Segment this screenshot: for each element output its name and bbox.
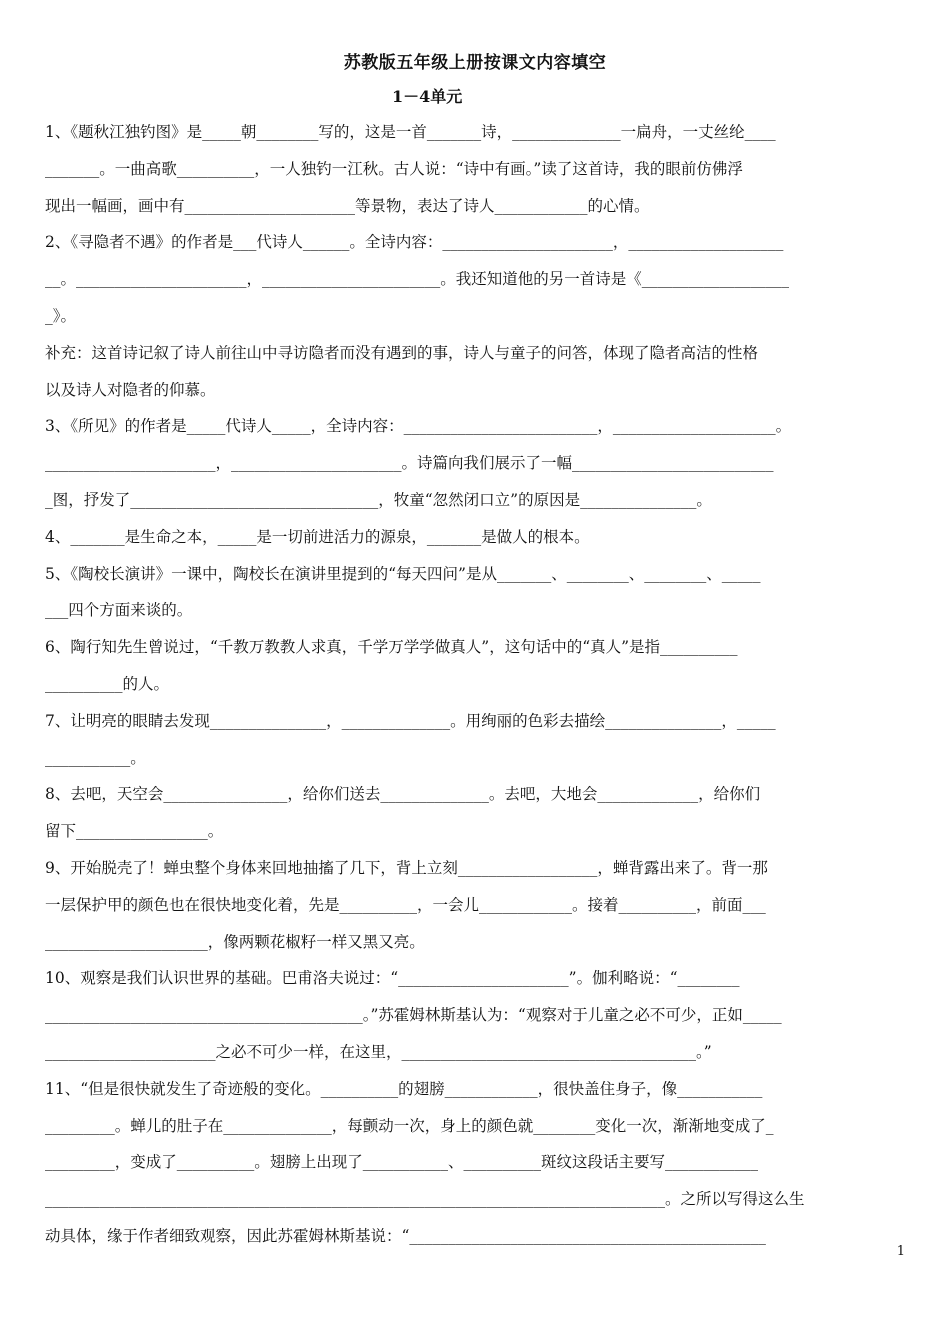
text-line: __________的人。 <box>45 674 170 693</box>
document-title: 苏教版五年级上册按课文内容填空 <box>343 53 607 73</box>
text-line: 5、《陶校长演讲》一课中，陶校长在演讲里提到的“每天四问”是从_______、________、________、_____ <box>45 564 761 583</box>
text-line: 9、开始脱壳了！蝉虫整个身体来回地抽搐了几下，背上立刻__________________，蝉背露出来了。背一那 <box>45 858 768 877</box>
text-line: 4、_______是生命之本，_____是一切前进活力的源泉，_______是做人的根本。 <box>45 527 590 546</box>
text-line: ______________________，______________________。诗篇向我们展示了一幅__________________________ <box>45 454 774 473</box>
text-line: 10、观察是我们认识世界的基础。巴甫洛夫说过：“______________________”。伽利略说：“________ <box>45 969 740 988</box>
document-body <box>45 114 907 1255</box>
document-subtitle: 1－4单元 <box>392 87 463 106</box>
text-line: _________，变成了__________。翅膀上出现了___________、__________斑纹这段话主要写____________ <box>45 1153 759 1172</box>
text-line: _____________________，像两颗花椒籽一样又黑又亮。 <box>45 932 425 951</box>
text-line: 7、让明亮的眼睛去发现_______________，______________。用绚丽的色彩去描绘_______________，_____ <box>45 711 776 730</box>
text-line: ________________________________________________________________________________。之所以写得这么生 <box>45 1190 805 1209</box>
text-line: _________________________________________。”苏霍姆林斯基认为：“观察对于儿童之必不可少，正如_____ <box>45 1006 782 1025</box>
text-line: 3、《所见》的作者是_____代诗人_____，全诗内容：_________________________，_____________________。 <box>45 417 792 436</box>
text-line: _图，抒发了________________________________，牧童“忽然闭口立”的原因是_______________。 <box>45 490 712 509</box>
text-line: 补充：这首诗记叙了诗人前往山中寻访隐者而没有遇到的事，诗人与童子的问答，体现了隐者高洁的性格 <box>45 343 759 362</box>
text-line: 以及诗人对隐者的仰慕。 <box>45 380 216 399</box>
text-line: 留下_________________。 <box>45 822 224 841</box>
text-line: 1、《题秋江独钓图》是_____朝________写的，这是一首_______诗，______________一扁舟，一丈丝纶____ <box>45 123 776 141</box>
text-line: ______________________之必不可少一样，在这里，______________________________________。” <box>45 1042 712 1061</box>
text-line: _______。一曲高歌__________，一人独钓一江秋。古人说：“诗中有画。”读了这首诗，我的眼前仿佛浮 <box>45 159 743 178</box>
text-line: 动具体，缘于作者细致观察，因此苏霍姆林斯基说：“______________________________________________ <box>45 1226 766 1245</box>
text-line: 8、去吧，天空会________________，给你们送去______________。去吧，大地会_____________，给你们 <box>45 785 761 804</box>
text-line: __。______________________，_______________________。我还知道他的另一首诗是《___________________ <box>45 270 790 289</box>
page-number: 1 <box>896 1244 905 1259</box>
text-line: ___四个方面来谈的。 <box>45 601 193 620</box>
text-line: 一层保护甲的颜色也在很快地变化着，先是__________，一会儿____________。接着__________，前面___ <box>45 895 766 914</box>
text-line: 现出一幅画，画中有______________________等景物，表达了诗人____________的心情。 <box>45 196 650 215</box>
text-line: 2、《寻隐者不遇》的作者是___代诗人______。全诗内容：______________________，____________________ <box>45 233 784 252</box>
text-line: _》。 <box>45 306 77 325</box>
text-line: 11、“但是很快就发生了奇迹般的变化。__________的翅膀____________，很快盖住身子，像___________ <box>45 1079 763 1098</box>
text-line: ___________。 <box>45 748 146 767</box>
text-line: 6、陶行知先生曾说过，“千教万教教人求真，千学万学学做真人”，这句话中的“真人”是指__________ <box>45 638 738 657</box>
text-line: _________。蝉儿的肚子在______________，每颤动一次，身上的颜色就________变化一次，渐渐地变成了_ <box>45 1116 774 1135</box>
